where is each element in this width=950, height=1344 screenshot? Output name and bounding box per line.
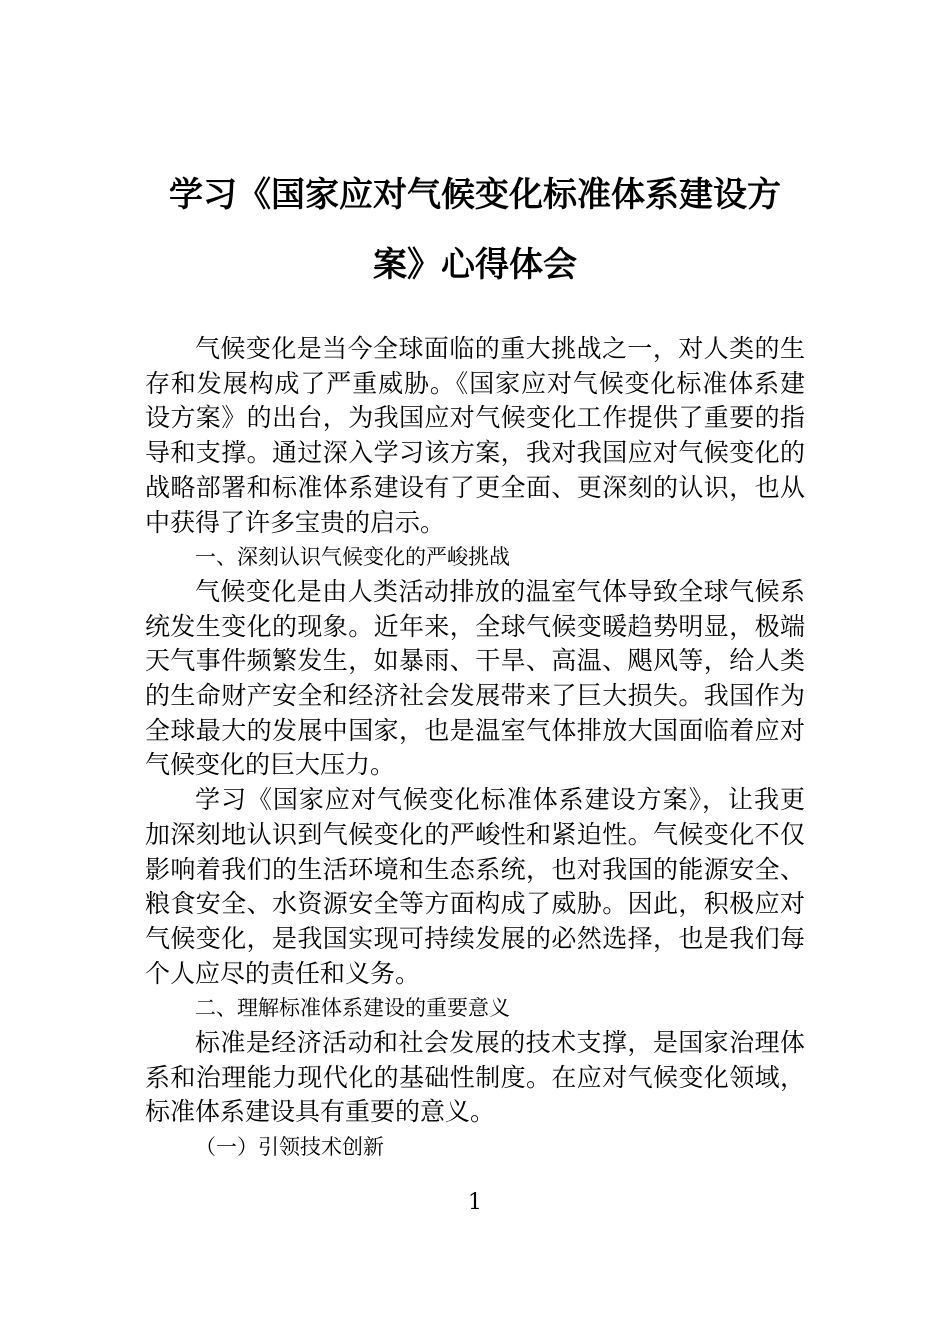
intro-paragraph: 气候变化是当今全球面临的重大挑战之一，对人类的生存和发展构成了严重威胁。《国家应对气候变化标准体系建设方案》的出台，为我国应对气候变化工作提供了重要的指导和支撑。通过深入学习该方案，我对我国应对气候变化的战略部署和标准体系建设有了更全面、更深刻的认识，也从中获得了许多宝贵的启示。	[145, 334, 805, 537]
section-1-paragraph-2: 学习《国家应对气候变化标准体系建设方案》，让我更加深刻地认识到气候变化的严峻性和紧迫性。气候变化不仅影响着我们的生活环境和生态系统，也对我国的能源安全、粮食安全、水资源安全等方面构成了威胁。因此，积极应对气候变化，是我国实现可持续发展的必然选择，也是我们每个人应尽的责任和义务。	[145, 785, 805, 988]
document-title-line-2: 案》心得体会	[373, 245, 577, 285]
page-number: 1	[468, 1190, 482, 1215]
section-1-paragraph-1: 气候变化是由人类活动排放的温室气体导致全球气候系统发生变化的现象。近年来，全球气候变暖趋势明显，极端天气事件频繁发生，如暴雨、干旱、高温、飓风等，给人类的生命财产安全和经济社会发展带来了巨大损失。我国作为全球最大的发展中国家，也是温室气体排放大国面临着应对气候变化的巨大压力。	[145, 576, 805, 780]
section-heading-2: 二、理解标准体系建设的重要意义	[195, 996, 510, 1021]
section-2-paragraph-1: 标准是经济活动和社会发展的技术支撑，是国家治理体系和治理能力现代化的基础性制度。在应对气候变化领域，标准体系建设具有重要的意义。	[145, 1028, 805, 1127]
document-title-line-1: 学习《国家应对气候变化标准体系建设方	[169, 175, 781, 215]
document-body	[145, 332, 805, 1165]
section-heading-1: 一、深刻认识气候变化的严峻挑战	[195, 545, 510, 570]
subsection-heading-1: （一）引领技术创新	[195, 1135, 384, 1160]
